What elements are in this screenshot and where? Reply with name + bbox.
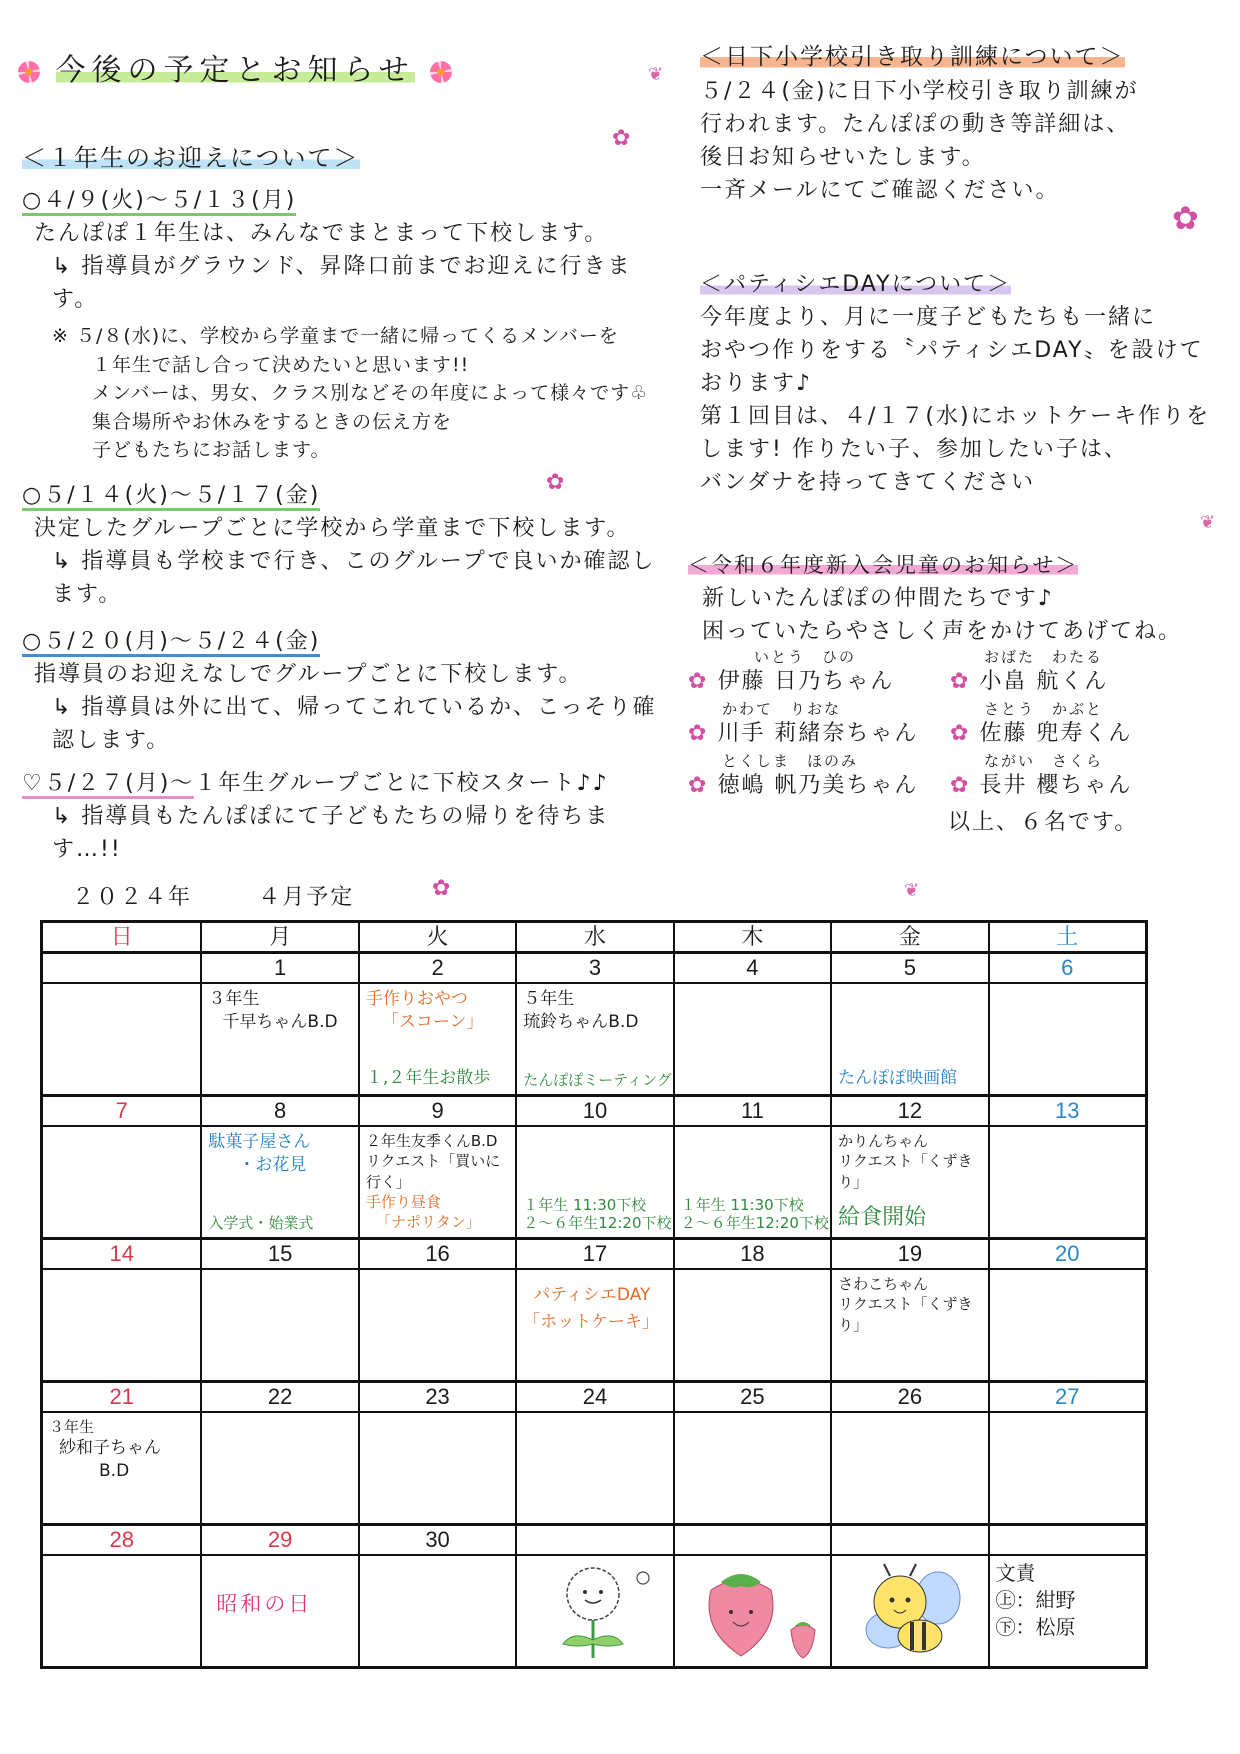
petal-icon: ❦ bbox=[648, 64, 664, 85]
date-cell: 25 bbox=[673, 1383, 830, 1411]
week-row bbox=[43, 984, 1145, 1097]
newmembers-section bbox=[688, 550, 1228, 839]
day-cell bbox=[200, 1270, 357, 1380]
day-cell bbox=[515, 1556, 672, 1666]
event-text: 給食開始 bbox=[838, 1205, 927, 1231]
event-text: ３年生 bbox=[49, 1418, 95, 1436]
event-text: 紗和子ちゃん bbox=[59, 1438, 161, 1459]
sakura-icon: ✿ bbox=[688, 772, 709, 798]
petal-icon: ❦ bbox=[1200, 512, 1216, 533]
week-row bbox=[43, 1127, 1145, 1240]
date-cell: 22 bbox=[200, 1383, 357, 1411]
patissier-line5: します! 作りたい子、参加したい子は、 bbox=[700, 437, 1128, 462]
day-cell bbox=[988, 984, 1145, 1094]
event-text: かりんちゃん bbox=[838, 1132, 929, 1150]
event-text: 「ホットケーキ」 bbox=[523, 1311, 659, 1332]
flower-icon bbox=[430, 61, 452, 83]
period1-note4: 集合場所やお休みをするときの伝え方を bbox=[92, 410, 453, 433]
patissier-line3: おります♪ bbox=[700, 371, 813, 396]
sakura-icon: ✿ bbox=[950, 720, 971, 746]
day-cell bbox=[43, 1127, 200, 1237]
date-cell: 4 bbox=[673, 954, 830, 982]
sakura-icon: ✿ bbox=[688, 668, 709, 694]
weekday-sun: 日 bbox=[110, 924, 133, 949]
event-text: ３年生 bbox=[208, 989, 260, 1009]
bee-illustration bbox=[838, 1560, 987, 1660]
member-item: いとう ひの ✿ 伊藤 日乃ちゃん bbox=[688, 647, 895, 694]
patissier-title: ＜パティシエDAYについて＞ bbox=[700, 272, 1012, 297]
member-item: おばた わたる ✿ 小畠 航くん bbox=[950, 647, 1109, 694]
event-text: 琉鈴ちゃんB.D bbox=[523, 1011, 639, 1032]
event-text: １年生 11:30下校 bbox=[680, 1195, 804, 1214]
event-text: ５年生 bbox=[523, 989, 575, 1009]
day-cell bbox=[358, 984, 515, 1094]
member-item: ながい さくら ✿ 長井 櫻ちゃん bbox=[950, 751, 1133, 798]
calendar-month: ４月予定 bbox=[258, 884, 355, 909]
date-cell bbox=[988, 1526, 1145, 1554]
day-cell bbox=[673, 984, 830, 1094]
date-cell: 26 bbox=[830, 1383, 987, 1411]
weekday-wed: 水 bbox=[515, 923, 672, 951]
period2-dates: ○５/１４(火)～５/１７(金) bbox=[22, 483, 320, 511]
period2-line2: ↳ 指導員も学校まで行き、このグループで良いか確認します。 bbox=[52, 548, 656, 607]
newmembers-line2: 困っていたらやさしく声をかけてあげてね。 bbox=[702, 618, 1183, 644]
event-text: リクエスト「くずきり」 bbox=[838, 1295, 973, 1334]
date-cell: 17 bbox=[515, 1240, 672, 1268]
event-text: 手作り昼食 bbox=[365, 1192, 441, 1211]
patissier-line1: 今年度より、月に一度子どもたちも一緒に bbox=[700, 305, 1157, 330]
credits-name: ㊦：松原 bbox=[995, 1615, 1076, 1639]
period3-dates: ○５/２０(月)～５/２４(金) bbox=[22, 629, 320, 657]
date-cell: 27 bbox=[988, 1383, 1145, 1411]
day-cell bbox=[988, 1556, 1145, 1666]
event-text: たんぽぽ映画館 bbox=[838, 1068, 958, 1089]
day-cell bbox=[358, 1556, 515, 1666]
day-cell bbox=[830, 1556, 987, 1666]
event-text: 「スコーン」 bbox=[381, 1011, 484, 1032]
period4-line0: １年生グループごとに下校スタート♪♪ bbox=[194, 770, 609, 796]
date-row bbox=[43, 1383, 1145, 1413]
date-cell: 15 bbox=[200, 1240, 357, 1268]
weekday-tue: 火 bbox=[358, 923, 515, 951]
date-row bbox=[43, 954, 1145, 984]
sakura-icon: ✿ bbox=[950, 772, 971, 798]
period3-line1: 指導員のお迎えなしでグループごとに下校します。 bbox=[34, 661, 583, 687]
day-cell bbox=[358, 1127, 515, 1237]
member-item: かわて りおな ✿ 川手 莉緒奈ちゃん bbox=[688, 699, 919, 746]
drill-line1: ５/２４(金)に日下小学校引き取り訓練が bbox=[700, 78, 1139, 104]
day-cell bbox=[673, 1270, 830, 1380]
event-text: ２～６年生12:20下校 bbox=[680, 1214, 829, 1233]
event-text: パティシエDAY bbox=[533, 1285, 651, 1305]
date-cell: 19 bbox=[830, 1240, 987, 1268]
date-cell: 3 bbox=[515, 954, 672, 982]
period3-line2: ↳ 指導員は外に出て、帰ってこれているか、こっそり確認します。 bbox=[52, 694, 657, 753]
date-cell: 10 bbox=[515, 1097, 672, 1125]
event-text: 「ナポリタン」 bbox=[375, 1213, 481, 1231]
day-cell bbox=[43, 1413, 200, 1523]
sakura-icon: ✿ bbox=[612, 126, 631, 151]
date-cell: 9 bbox=[358, 1097, 515, 1125]
day-cell bbox=[200, 1127, 357, 1237]
date-cell: 29 bbox=[200, 1526, 357, 1554]
period2-line1: 決定したグループごとに学校から学童まで下校します。 bbox=[34, 515, 631, 541]
member-list bbox=[688, 647, 1228, 802]
calendar-grid bbox=[40, 920, 1148, 1669]
weekday-mon: 月 bbox=[200, 923, 357, 951]
day-cell bbox=[200, 984, 357, 1094]
newmembers-line1: 新しいたんぽぽの仲間たちです♪ bbox=[702, 585, 1054, 611]
newmembers-title: ＜令和６年度新入会児童のお知らせ＞ bbox=[688, 553, 1079, 577]
newmembers-footer: 以上、６名です。 bbox=[948, 809, 1139, 835]
event-text: リクエスト「買いに行く」 bbox=[365, 1152, 501, 1191]
date-cell bbox=[830, 1526, 987, 1554]
period1-note1: ※ ５/８(水)に、学校から学童まで一緒に帰ってくるメンバーを bbox=[52, 325, 619, 347]
date-cell: 2 bbox=[358, 954, 515, 982]
patissier-line4: 第１回目は、４/１７(水)にホットケーキ作りを bbox=[700, 404, 1211, 429]
weekday-thu: 木 bbox=[673, 923, 830, 951]
date-cell: 14 bbox=[109, 1241, 134, 1266]
calendar-year: ２０２４年 bbox=[72, 884, 193, 909]
event-text: １,２年生お散歩 bbox=[365, 1068, 491, 1089]
day-cell bbox=[830, 1270, 987, 1380]
date-cell bbox=[515, 1526, 672, 1554]
week-row bbox=[43, 1270, 1145, 1383]
date-cell: 18 bbox=[673, 1240, 830, 1268]
date-cell: 12 bbox=[830, 1097, 987, 1125]
event-text: さわこちゃん bbox=[838, 1275, 929, 1293]
day-cell bbox=[988, 1413, 1145, 1523]
date-row bbox=[43, 1097, 1145, 1127]
day-cell bbox=[673, 1556, 830, 1666]
drill-line3: 後日お知らせいたします。 bbox=[700, 144, 986, 170]
day-cell bbox=[515, 1127, 672, 1237]
day-cell bbox=[830, 1413, 987, 1523]
date-cell: 8 bbox=[200, 1097, 357, 1125]
sakura-icon: ✿ bbox=[1172, 199, 1199, 237]
date-row bbox=[43, 1240, 1145, 1270]
pickup-title: ＜１年生のお迎えについて＞ bbox=[22, 144, 360, 172]
date-cell: 30 bbox=[358, 1526, 515, 1554]
patissier-line6: バンダナを持ってきてください bbox=[700, 470, 1036, 495]
credits-name: ㊤：紺野 bbox=[995, 1588, 1076, 1612]
period1-line1: たんぽぽ１年生は、みんなでまとまって下校します。 bbox=[34, 221, 609, 246]
period4-dates: ♡５/２７(月)～ bbox=[22, 771, 194, 799]
event-text: たんぽぽミーティング bbox=[523, 1070, 672, 1089]
weekday-fri: 金 bbox=[830, 923, 987, 951]
day-cell bbox=[673, 1413, 830, 1523]
credits-label: 文責 bbox=[995, 1561, 1036, 1585]
event-text: ・お花見 bbox=[238, 1154, 307, 1175]
date-cell: 5 bbox=[830, 954, 987, 982]
pickup-section bbox=[22, 140, 662, 866]
period1-note5: 子どもたちにお話します。 bbox=[92, 439, 331, 461]
weekday-sat: 土 bbox=[988, 923, 1145, 951]
day-cell bbox=[200, 1556, 357, 1666]
flower-icon bbox=[18, 61, 40, 83]
date-cell: 13 bbox=[988, 1097, 1145, 1125]
sakura-icon: ✿ bbox=[950, 668, 971, 694]
strawberry-illustration bbox=[681, 1560, 830, 1660]
event-text: リクエスト「くずきり」 bbox=[838, 1152, 973, 1191]
period4-line1: ↳ 指導員もたんぽぽにて子どもたちの帰りを待ちます…!! bbox=[52, 803, 610, 862]
sakura-icon: ✿ bbox=[432, 876, 451, 901]
calendar-weekday-header bbox=[43, 923, 1145, 954]
event-text: 入学式・始業式 bbox=[208, 1213, 314, 1232]
sakura-icon: ✿ bbox=[688, 720, 709, 746]
event-text: 千早ちゃんB.D bbox=[222, 1011, 338, 1032]
event-text: 昭和の日 bbox=[216, 1592, 313, 1616]
event-text: 駄菓子屋さん bbox=[208, 1132, 311, 1152]
date-cell: 23 bbox=[358, 1383, 515, 1411]
drill-title: ＜日下小学校引き取り訓練について＞ bbox=[700, 44, 1125, 70]
day-cell bbox=[515, 984, 672, 1094]
sakura-icon: ✿ bbox=[546, 470, 565, 495]
event-text: 手作りおやつ bbox=[365, 989, 468, 1009]
date-row bbox=[43, 1526, 1145, 1556]
date-cell: 28 bbox=[109, 1527, 134, 1552]
day-cell bbox=[358, 1413, 515, 1523]
member-item: とくしま ほのみ ✿ 徳嶋 帆乃美ちゃん bbox=[688, 751, 919, 798]
petal-icon: ❦ bbox=[904, 880, 920, 901]
day-cell bbox=[43, 1556, 200, 1666]
day-cell bbox=[43, 1270, 200, 1380]
event-text: ２年生友季くんB.D bbox=[365, 1132, 498, 1150]
event-text: ２～６年生12:20下校 bbox=[523, 1214, 672, 1233]
date-cell: 21 bbox=[109, 1384, 134, 1409]
period1-line2: ↳ 指導員がグラウンド、昇降口前までお迎えに行きます。 bbox=[52, 254, 632, 312]
day-cell bbox=[43, 984, 200, 1094]
member-item: さとう かぶと ✿ 佐藤 兜寿くん bbox=[950, 699, 1133, 746]
day-cell bbox=[988, 1270, 1145, 1380]
date-cell: 11 bbox=[673, 1097, 830, 1125]
day-cell bbox=[515, 1270, 672, 1380]
date-cell bbox=[673, 1526, 830, 1554]
period1-note3: メンバーは、男女、クラス別などその年度によって様々です♧ bbox=[92, 382, 649, 404]
date-cell bbox=[43, 954, 200, 982]
day-cell bbox=[515, 1413, 672, 1523]
drill-section bbox=[700, 40, 1220, 207]
date-cell: 24 bbox=[515, 1383, 672, 1411]
date-cell: 7 bbox=[115, 1098, 128, 1123]
day-cell bbox=[200, 1413, 357, 1523]
week-row bbox=[43, 1413, 1145, 1526]
day-cell bbox=[358, 1270, 515, 1380]
period1-note2: １年生で話し合って決めたいと思います!! bbox=[92, 353, 470, 376]
date-cell: 16 bbox=[358, 1240, 515, 1268]
date-cell: 1 bbox=[200, 954, 357, 982]
day-cell bbox=[830, 984, 987, 1094]
event-text: B.D bbox=[99, 1461, 130, 1482]
dandelion-illustration bbox=[523, 1560, 663, 1660]
patissier-line2: おやつ作りをする〝パティシエDAY〟を設けて bbox=[700, 338, 1204, 363]
period1-dates: ○４/９(火)～５/１３(月) bbox=[22, 188, 296, 216]
day-cell bbox=[830, 1127, 987, 1237]
day-cell bbox=[988, 1127, 1145, 1237]
drill-line4: 一斉メールにてご確認ください。 bbox=[700, 177, 1060, 203]
page-title-wrap bbox=[18, 48, 452, 93]
page-title: 今後の予定とお知らせ bbox=[55, 53, 415, 88]
date-cell: 20 bbox=[988, 1240, 1145, 1268]
patissier-section bbox=[700, 268, 1220, 499]
event-text: １年生 11:30下校 bbox=[523, 1195, 647, 1214]
day-cell bbox=[673, 1127, 830, 1237]
week-row bbox=[43, 1556, 1145, 1666]
drill-line2: 行われます。たんぽぽの動き等詳細は、 bbox=[700, 111, 1131, 137]
calendar-title bbox=[72, 880, 354, 911]
date-cell: 6 bbox=[988, 954, 1145, 982]
